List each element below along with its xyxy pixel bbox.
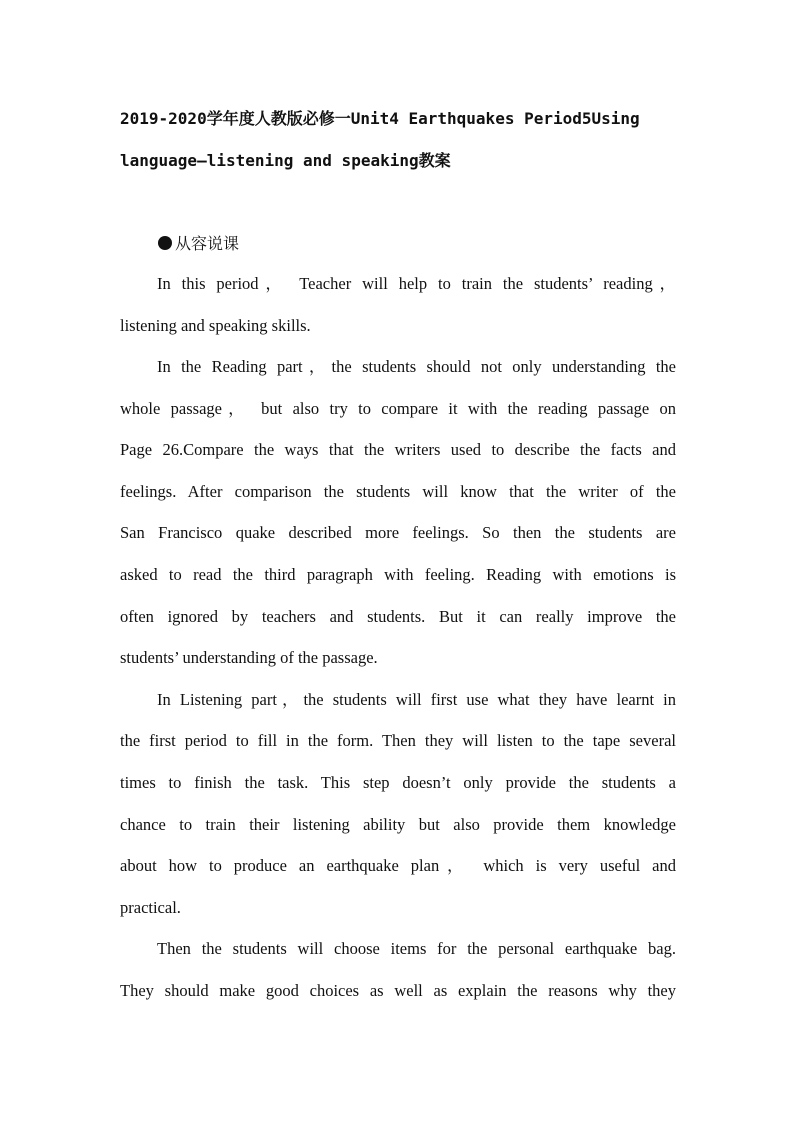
document-title-line-2: language—listening and speaking教案 — [120, 151, 451, 170]
paragraph-4-line-2: They should make good choices as well as explain the reasons why they — [120, 981, 676, 1000]
paragraph-1-line-1: In this period， Teacher will help to train the students’ reading， — [157, 274, 676, 293]
paragraph-2-line-6: asked to read the third paragraph with feeling. Reading with emotions is — [120, 565, 676, 584]
paragraph-1-line-2: listening and speaking skills. — [120, 316, 311, 335]
paragraph-2-line-2: whole passage， but also try to compare it with the reading passage on — [120, 399, 676, 418]
paragraph-3-line-5: about how to produce an earthquake plan， which is very useful and — [120, 856, 676, 875]
bullet-icon — [158, 236, 172, 250]
paragraph-2-line-1: In the Reading part，the students should not only understanding the — [157, 357, 676, 376]
paragraph-2-line-3: Page 26.Compare the ways that the writers used to describe the facts and — [120, 440, 676, 459]
paragraph-3-line-6: practical. — [120, 898, 181, 917]
paragraph-3-line-1: In Listening part，the students will first use what they have learnt in — [157, 690, 676, 709]
paragraph-2-line-8: students’ understanding of the passage. — [120, 648, 378, 667]
paragraph-2-line-5: San Francisco quake described more feelings. So then the students are — [120, 523, 676, 542]
paragraph-4-line-1: Then the students will choose items for the personal earthquake bag. — [157, 939, 676, 958]
paragraph-3-line-3: times to finish the task. This step doesn’t only provide the students a — [120, 773, 676, 792]
paragraph-2-line-7: often ignored by teachers and students. But it can really improve the — [120, 607, 676, 626]
section-heading — [158, 231, 239, 254]
paragraph-3-line-2: the first period to fill in the form. Then they will listen to the tape several — [120, 731, 676, 750]
document-title-line-1: 2019-2020学年度人教版必修一Unit4 Earthquakes Period5Using — [120, 109, 640, 128]
paragraph-2-line-4: feelings. After comparison the students will know that the writer of the — [120, 482, 676, 501]
section-heading-text: 从容说课 — [175, 234, 240, 253]
paragraph-3-line-4: chance to train their listening ability but also provide them knowledge — [120, 815, 676, 834]
